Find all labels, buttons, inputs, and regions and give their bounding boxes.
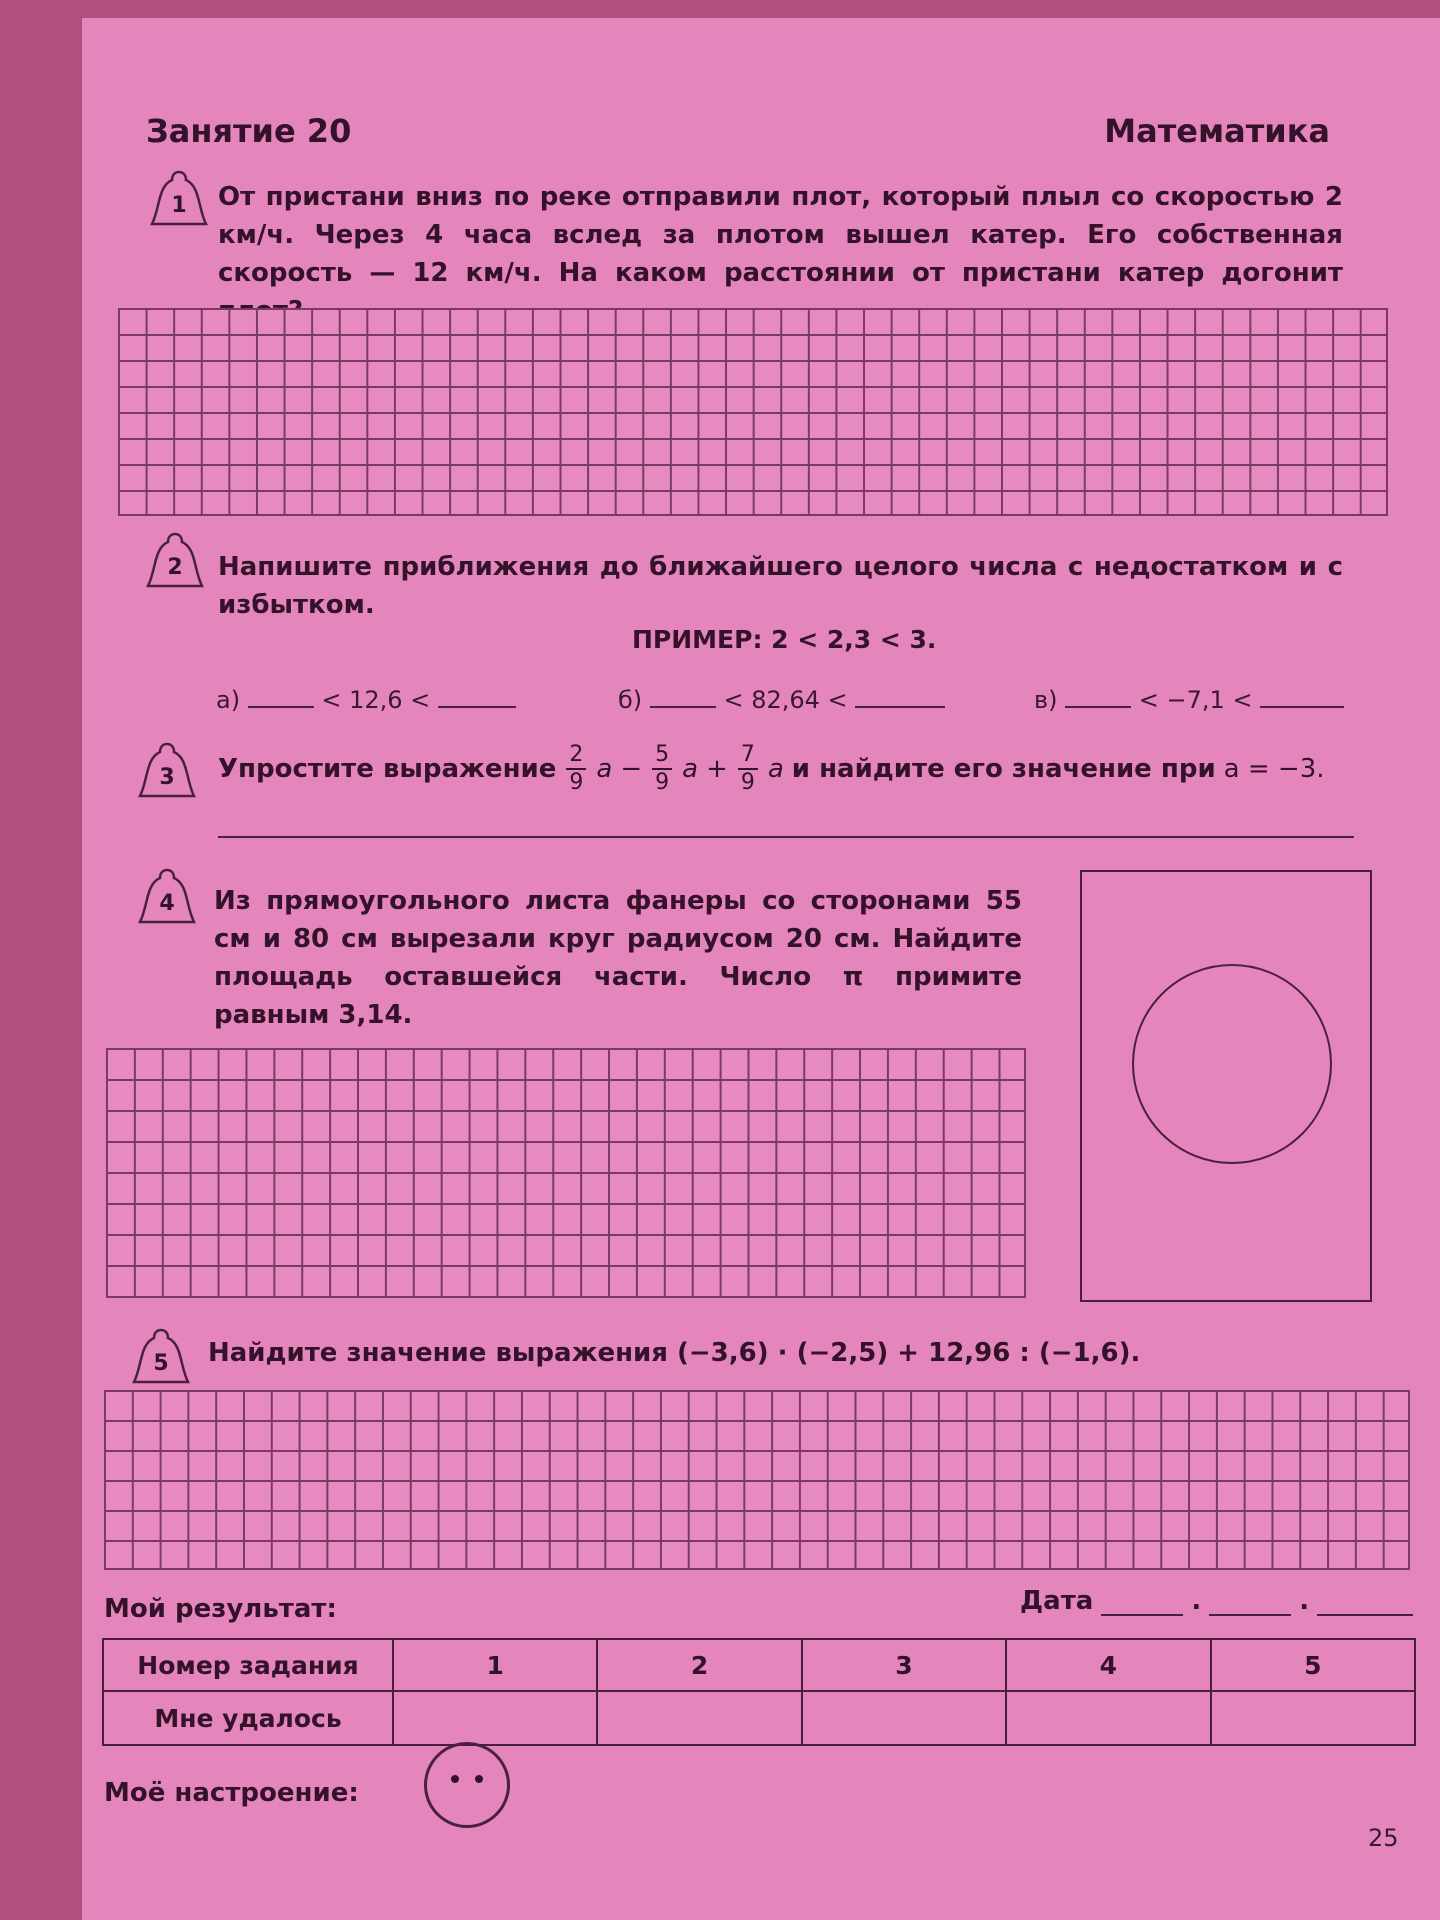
- date-field: Дата . .: [1020, 1586, 1413, 1616]
- task-2-text: Напишите приближения до ближайшего целого числа с недостатком и с избытком.: [218, 552, 1343, 620]
- column-number: 4: [1006, 1639, 1210, 1691]
- answer-blank[interactable]: [855, 706, 945, 708]
- plywood-sheet-figure: [1080, 870, 1372, 1302]
- mood-face-icon[interactable]: [424, 1742, 510, 1828]
- task-3-text: Упростите выражение $\frac{2}{9}$ a − $\frac{5}{9}$ a + $\frac{7}{9}$ a и найдите его значение при a = −3.: [218, 742, 1325, 795]
- eye-icon: [451, 1775, 459, 1783]
- answer-grid-5[interactable]: [104, 1390, 1410, 1570]
- svg-text:2: 2: [167, 555, 183, 580]
- task-number-bell-icon: [130, 1326, 192, 1392]
- task-5-text: Найдите значение выражения (−3,6) · (−2,5) + 12,96 : (−1,6).: [208, 1338, 1141, 1368]
- result-cell[interactable]: [802, 1691, 1006, 1745]
- workbook-page: [82, 18, 1440, 1920]
- answer-blank[interactable]: [438, 706, 516, 708]
- svg-text:3: 3: [159, 765, 175, 790]
- column-number: 2: [597, 1639, 801, 1691]
- column-number: 3: [802, 1639, 1006, 1691]
- result-title: Мой результат:: [104, 1594, 337, 1624]
- answer-blank[interactable]: [248, 706, 314, 708]
- svg-text:4: 4: [159, 891, 175, 916]
- task-4-text: Из прямоугольного листа фанеры со сторонами 55 см и 80 см вырезали круг радиусом 20 см. Найдите площадь оставшейся части. Число π примите равным 3,14.: [214, 886, 1022, 1030]
- fraction: $\frac{7}{9}$: [738, 742, 758, 796]
- result-cell[interactable]: [1006, 1691, 1210, 1745]
- answer-blank[interactable]: [1260, 706, 1344, 708]
- column-number: 5: [1211, 1639, 1415, 1691]
- task-number-bell-icon: [136, 740, 198, 806]
- cut-circle-figure: [1132, 964, 1332, 1164]
- date-month-input[interactable]: [1209, 1588, 1291, 1616]
- result-cell[interactable]: [393, 1691, 597, 1745]
- subject-title: Математика: [1104, 112, 1330, 150]
- row-label: Мне удалось: [103, 1691, 393, 1745]
- result-cell[interactable]: [597, 1691, 801, 1745]
- task-2-item-c: в) < −7,1 <: [1034, 686, 1344, 714]
- fraction: $\frac{5}{9}$: [652, 742, 672, 796]
- answer-blank[interactable]: [1065, 706, 1131, 708]
- svg-text:5: 5: [153, 1351, 169, 1376]
- result-table: [102, 1638, 1416, 1746]
- date-day-input[interactable]: [1101, 1588, 1183, 1616]
- task-number: 1: [171, 193, 187, 218]
- answer-grid-4[interactable]: [106, 1048, 1026, 1298]
- task-2-item-b: б) < 82,64 <: [618, 686, 945, 714]
- column-number: 1: [393, 1639, 597, 1691]
- task-number-bell-icon: [148, 168, 210, 234]
- date-year-input[interactable]: [1317, 1588, 1413, 1616]
- answer-blank[interactable]: [650, 706, 716, 708]
- fraction: $\frac{2}{9}$: [566, 742, 586, 796]
- task-number-bell-icon: [144, 530, 206, 596]
- answer-line[interactable]: [218, 836, 1354, 838]
- lesson-title: Занятие 20: [146, 112, 352, 150]
- answer-grid-1[interactable]: [118, 308, 1388, 516]
- task-2-item-a: а) < 12,6 <: [216, 686, 516, 714]
- page-number: 25: [1368, 1824, 1399, 1852]
- eye-icon: [475, 1775, 483, 1783]
- result-cell[interactable]: [1211, 1691, 1415, 1745]
- row-label: Номер задания: [103, 1639, 393, 1691]
- task-2-example: ПРИМЕР: 2 < 2,3 < 3.: [632, 625, 937, 654]
- task-number-bell-icon: [136, 866, 198, 932]
- mood-label: Моё настроение:: [104, 1778, 359, 1808]
- task-1-text: От пристани вниз по реке отправили плот, который плыл со скоростью 2 км/ч. Через 4 часа вслед за плотом вышел катер. Его собственная скорость — 12 км/ч. На каком расстоянии от пристани катер догонит: [218, 182, 1343, 288]
